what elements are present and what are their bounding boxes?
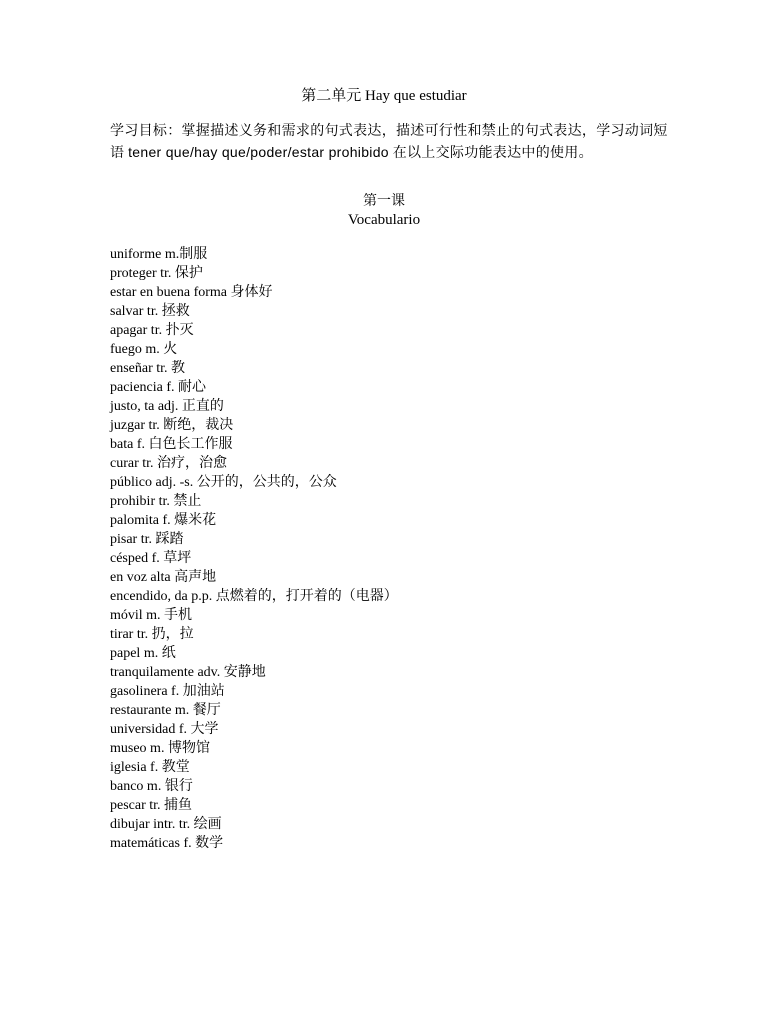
vocabulary-item: papel m. 纸: [110, 646, 176, 661]
vocabulary-item: en voz alta 高声地: [110, 570, 217, 585]
vocabulary-item: juzgar tr. 断绝，裁决: [110, 418, 234, 433]
vocabulary-item: prohibir tr. 禁止: [110, 494, 202, 509]
vocabulary-item: universidad f. 大学: [110, 722, 219, 737]
vocabulary-item: tranquilamente adv. 安静地: [110, 665, 266, 680]
vocabulary-item: fuego m. 火: [110, 342, 178, 357]
vocabulary-item: curar tr. 治疗，治愈: [110, 456, 228, 471]
vocabulary-item: gasolinera f. 加油站: [110, 684, 225, 699]
vocabulary-item: salvar tr. 拯救: [110, 304, 190, 319]
vocabulary-item: proteger tr. 保护: [110, 266, 203, 281]
vocabulary-heading: Vocabulario: [347, 212, 421, 228]
vocabulary-item: iglesia f. 教堂: [110, 760, 190, 775]
objective-text-end: 在以上交际功能表达中的使用。: [388, 146, 593, 161]
objective-verb-phrases: tener que/hay que/poder/estar prohibido: [128, 144, 389, 160]
vocabulary-item: césped f. 草坪: [110, 551, 192, 566]
vocabulary-item: apagar tr. 扑灭: [110, 323, 194, 338]
vocabulary-item: bata f. 白色长工作服: [110, 437, 233, 452]
vocabulary-list: [110, 245, 670, 853]
vocabulary-item: restaurante m. 餐厅: [110, 703, 221, 718]
vocabulary-item: pescar tr. 捕鱼: [110, 798, 193, 813]
lesson-title: 第一课: [363, 194, 405, 209]
vocabulary-item: palomita f. 爆米花: [110, 513, 217, 528]
vocabulary-item: uniforme m.制服: [110, 247, 208, 262]
vocabulary-item: matemáticas f. 数学: [110, 836, 224, 851]
objective-text: 学习目标：掌握描述义务和需求的句式表达，描述可行性和禁止的句式表达，学习动词短语: [110, 124, 668, 161]
vocabulary-item: enseñar tr. 教: [110, 361, 186, 376]
vocabulary-item: banco m. 银行: [110, 779, 193, 794]
learning-objective: [110, 121, 670, 164]
unit-title: 第二单元 Hay que estudiar: [301, 88, 467, 104]
vocabulary-item: encendido, da p.p. 点燃着的，打开着的（电器）: [110, 589, 398, 604]
vocabulary-item: dibujar intr. tr. 绘画: [110, 817, 222, 832]
vocabulary-item: tirar tr. 扔，拉: [110, 627, 194, 642]
vocabulary-item: museo m. 博物馆: [110, 741, 210, 756]
vocabulary-item: justo, ta adj. 正直的: [110, 399, 224, 414]
vocabulary-item: pisar tr. 踩踏: [110, 532, 184, 547]
vocabulary-item: paciencia f. 耐心: [110, 380, 207, 395]
vocabulary-item: móvil m. 手机: [110, 608, 193, 623]
vocabulary-item: estar en buena forma 身体好: [110, 285, 273, 300]
vocabulary-item: público adj. -s. 公开的，公共的，公众: [110, 475, 337, 490]
